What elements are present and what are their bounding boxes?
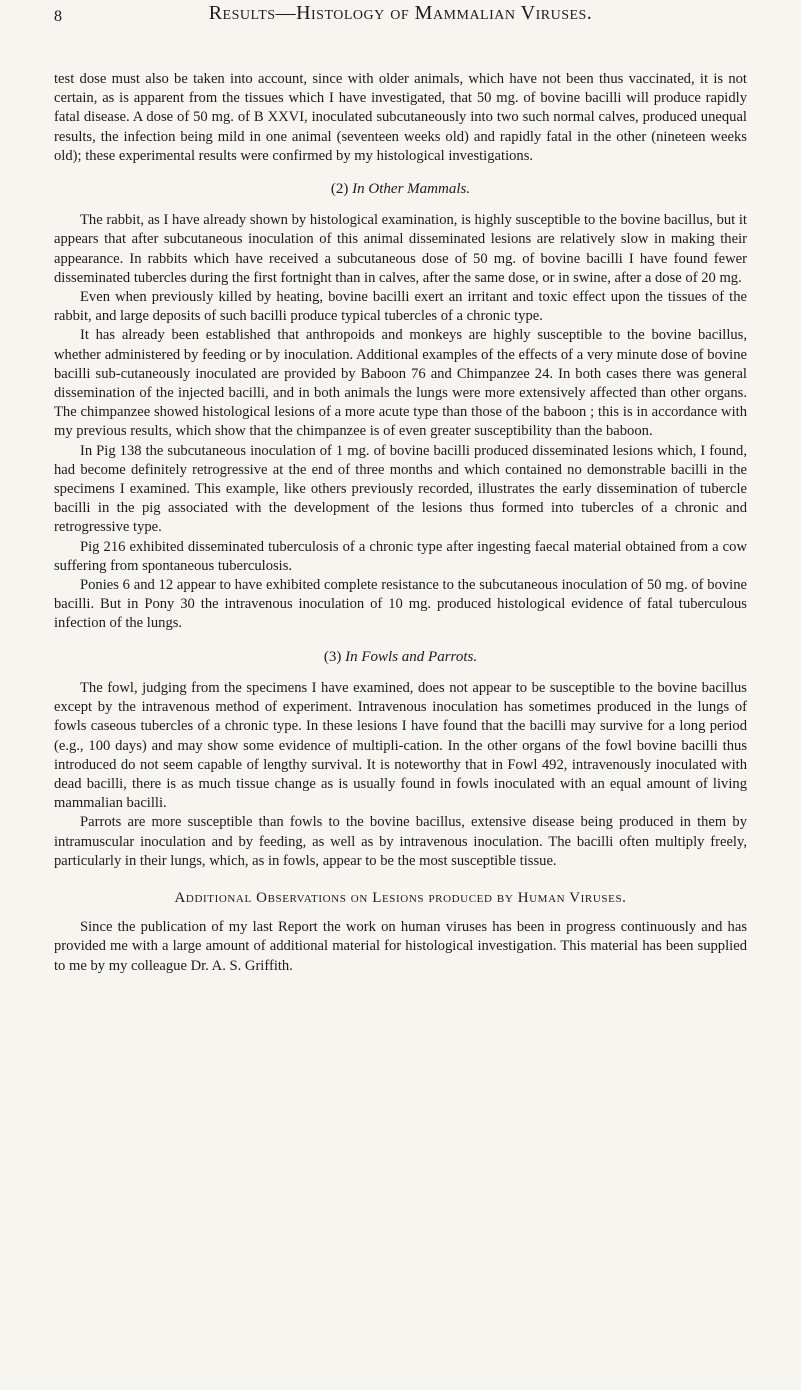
section-heading-other-mammals	[54, 180, 747, 199]
section-number: (3)	[323, 648, 342, 665]
paragraph-8: The fowl, judging from the specimens I have examined, does not appear to be susceptible to the bovine bacillus except by the intravenous method of experiment. Intravenous inoculation has sometimes produced in the lungs of fowls caseous tubercles of a chronic type. In these lesions I have found that the bacilli may survive for a long period (e.g., 100 days) and may show some evidence of multipli-cation. In the other organs of the fowl bovine bacilli thus introduced do not seem capable of lengthy survival. It is noteworthy that in Fowl 492, intravenously inoculated with dead bacilli, there is as much tissue change as is usually found in fowls inoculated with an equal amount of living mammalian bacilli.	[54, 679, 747, 812]
paragraph-5: In Pig 138 the subcutaneous inoculation of 1 mg. of bovine bacilli produced disseminated lesions which, I found, had become definitely retrogressive at the end of three months and which contained no demonstrable bacilli in the specimens I examined. This example, like others previously recorded, illustrates the early dissemination of tubercle bacilli in the pig associated with the development of the lesions thus formed into tubercles of a chronic and retrogressive type.	[54, 442, 747, 536]
paragraph-2: The rabbit, as I have already shown by histological examination, is highly susceptible to the bovine bacillus, but it appears that after subcutaneous inoculation of this animal disseminated lesions are relatively slow in making their appearance. In rabbits which have received a subcutaneous dose of 50 mg. of bovine bacilli I have found fewer disseminated tubercles during the first fortnight than in calves, after the same dose, or in swine, after a dose of 20 mg.	[54, 212, 747, 286]
section-heading-human-viruses: Additional Observations on Lesions produced by Human Viruses.	[174, 889, 627, 906]
page-number: 8	[54, 8, 62, 25]
section-heading-fowls-parrots	[54, 648, 747, 667]
running-title: Results—Histology of Mammalian Viruses.	[208, 2, 593, 24]
section-title: In Fowls and Parrots.	[345, 648, 478, 665]
paragraph-7: Ponies 6 and 12 appear to have exhibited complete resistance to the subcutaneous inoculation of 50 mg. of bovine bacilli. But in Pony 30 the intravenous inoculation of 10 mg. produced histological evidence of fatal tuberculous infection of the lungs.	[54, 577, 747, 632]
section-title: In Other Mammals.	[352, 181, 471, 198]
paragraph-9: Parrots are more susceptible than fowls to the bovine bacillus, extensive disease being produced in them by intramuscular inoculation and by feeding, as well as by intravenous inoculation. The bacilli often multiply freely, particularly in their lungs, which, as in fowls, appear to be the most susceptible tissue.	[54, 814, 747, 869]
paragraph-1: test dose must also be taken into account, since with older animals, which have not been thus vaccinated, it is not certain, as is apparent from the tissues which I have investigated, that 50 mg. of bovine bacilli will produce rapidly fatal disease. A dose of 50 mg. of B XXVI, inoculated subcutaneously into two such normal calves, produced unequal results, the infection being mild in one animal (seventeen weeks old) and rapidly fatal in the other (nineteen weeks old); these experimental results were confirmed by my histological investigations.	[54, 71, 747, 164]
paragraph-4: It has already been established that anthropoids and monkeys are highly susceptible to the bovine bacillus, whether administered by feeding or by inoculation. Additional examples of the effects of a very minute dose of bovine bacilli sub-cutaneously inoculated are provided by Baboon 76 and Chimpanzee 24. In both cases there was general dissemination of the injected bacilli, and in both animals the lungs were more extensively affected than other organs. The chimpanzee showed histological lesions of a more acute type than those of the baboon ; this is in accordance with my previous results, which show that the chimpanzee is of even greater susceptibility than the baboon.	[54, 327, 747, 440]
paragraph-6: Pig 216 exhibited disseminated tuberculosis of a chronic type after ingesting faecal material obtained from a cow suffering from spontaneous tuberculosis.	[54, 538, 747, 574]
page-header	[54, 2, 747, 36]
section-number: (2)	[330, 181, 349, 198]
page-body	[54, 70, 747, 976]
paragraph-3: Even when previously killed by heating, bovine bacilli exert an irritant and toxic effect upon the tissues of the rabbit, and large deposits of such bacilli produce typical tubercles of a chronic type.	[54, 289, 747, 325]
paragraph-10: Since the publication of my last Report the work on human viruses has been in progress continuously and has provided me with a large amount of additional material for histological investigation. This material has been supplied to me by my colleague Dr. A. S. Griffith.	[54, 919, 747, 974]
